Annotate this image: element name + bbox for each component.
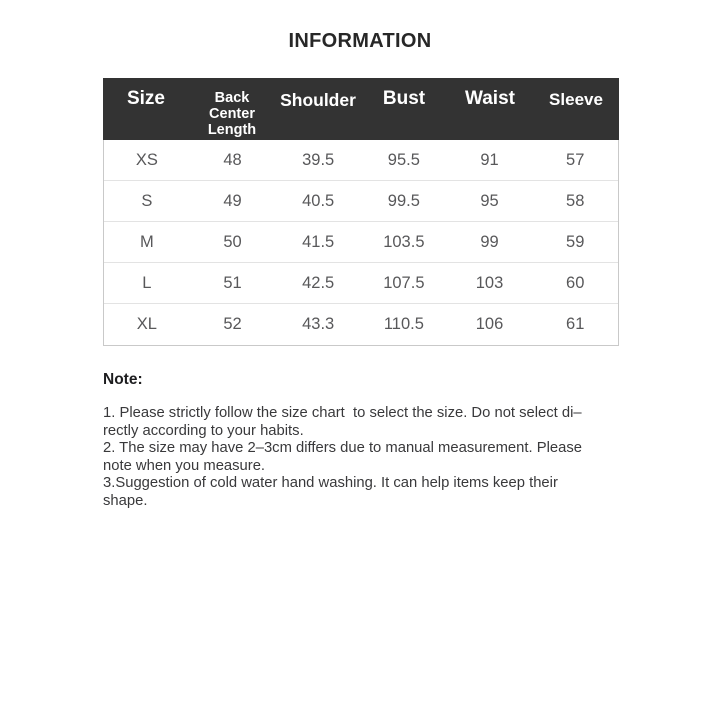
measurement-cell: 60 [566,273,585,292]
measurement-cell: 50 [223,232,242,251]
note-section [103,371,608,511]
measurement-cell: 48 [223,150,242,169]
size-cell: XL [136,315,157,333]
note-line: shape. [103,492,148,509]
table-row [104,140,618,181]
measurement-cell: 39.5 [302,150,335,169]
measurement-cell: 41.5 [302,232,335,251]
measurement-cell: 95 [480,191,499,210]
table-row [104,222,618,263]
measurement-cell: 57 [566,150,585,169]
table-row [104,181,618,222]
measurement-cell: 95.5 [387,150,420,169]
note-heading: Note: [103,371,143,388]
note-line: note when you measure. [103,457,266,474]
page-title: INFORMATION [288,30,432,52]
column-header-label: Waist [465,88,515,109]
measurement-cell: 51 [223,273,242,292]
measurement-cell: 99.5 [387,191,420,210]
size-cell: XS [135,150,158,169]
column-header-sleeve [533,78,619,140]
measurement-cell: 103.5 [383,232,425,251]
column-header-back-center-length [189,78,275,140]
note-line: 2. The size may have 2–3cm differs due to manual measurement. Please [103,440,582,457]
table-row [104,304,618,345]
column-header-bust [361,78,447,140]
note-line: 3.Suggestion of cold water hand washing. It can help items keep their [103,475,558,492]
size-chart-body [103,140,619,346]
measurement-cell: 49 [223,191,242,210]
measurement-cell: 52 [223,315,242,333]
size-chart-table [103,78,619,346]
column-header-waist [447,78,533,140]
note-line: 1. Please strictly follow the size chart to select the size. Do not select di– [103,405,582,421]
measurement-cell: 103 [475,273,504,292]
column-header-label: Back Center Length [207,90,257,138]
column-header-label: Shoulder [280,90,356,110]
table-row [104,263,618,304]
size-cell: L [142,273,152,292]
measurement-cell: 58 [566,191,585,210]
column-header-size [103,78,189,140]
measurement-cell: 59 [566,232,585,251]
size-cell: M [139,232,154,251]
measurement-cell: 110.5 [383,315,424,333]
column-header-label: Size [126,88,166,109]
measurement-cell: 99 [480,232,499,251]
measurement-cell: 43.3 [302,315,335,333]
measurement-cell: 107.5 [383,273,425,292]
measurement-cell: 40.5 [302,191,335,210]
measurement-cell: 42.5 [302,273,335,292]
size-cell: S [141,191,153,210]
column-header-shoulder [275,78,361,140]
column-header-label: Sleeve [549,90,603,109]
note-line: rectly according to your habits. [103,422,304,439]
measurement-cell: 106 [475,315,504,333]
note-text [103,405,608,511]
size-chart-header-row [103,78,619,140]
column-header-label: Bust [382,88,426,109]
measurement-cell: 61 [566,315,585,333]
measurement-cell: 91 [480,150,499,169]
